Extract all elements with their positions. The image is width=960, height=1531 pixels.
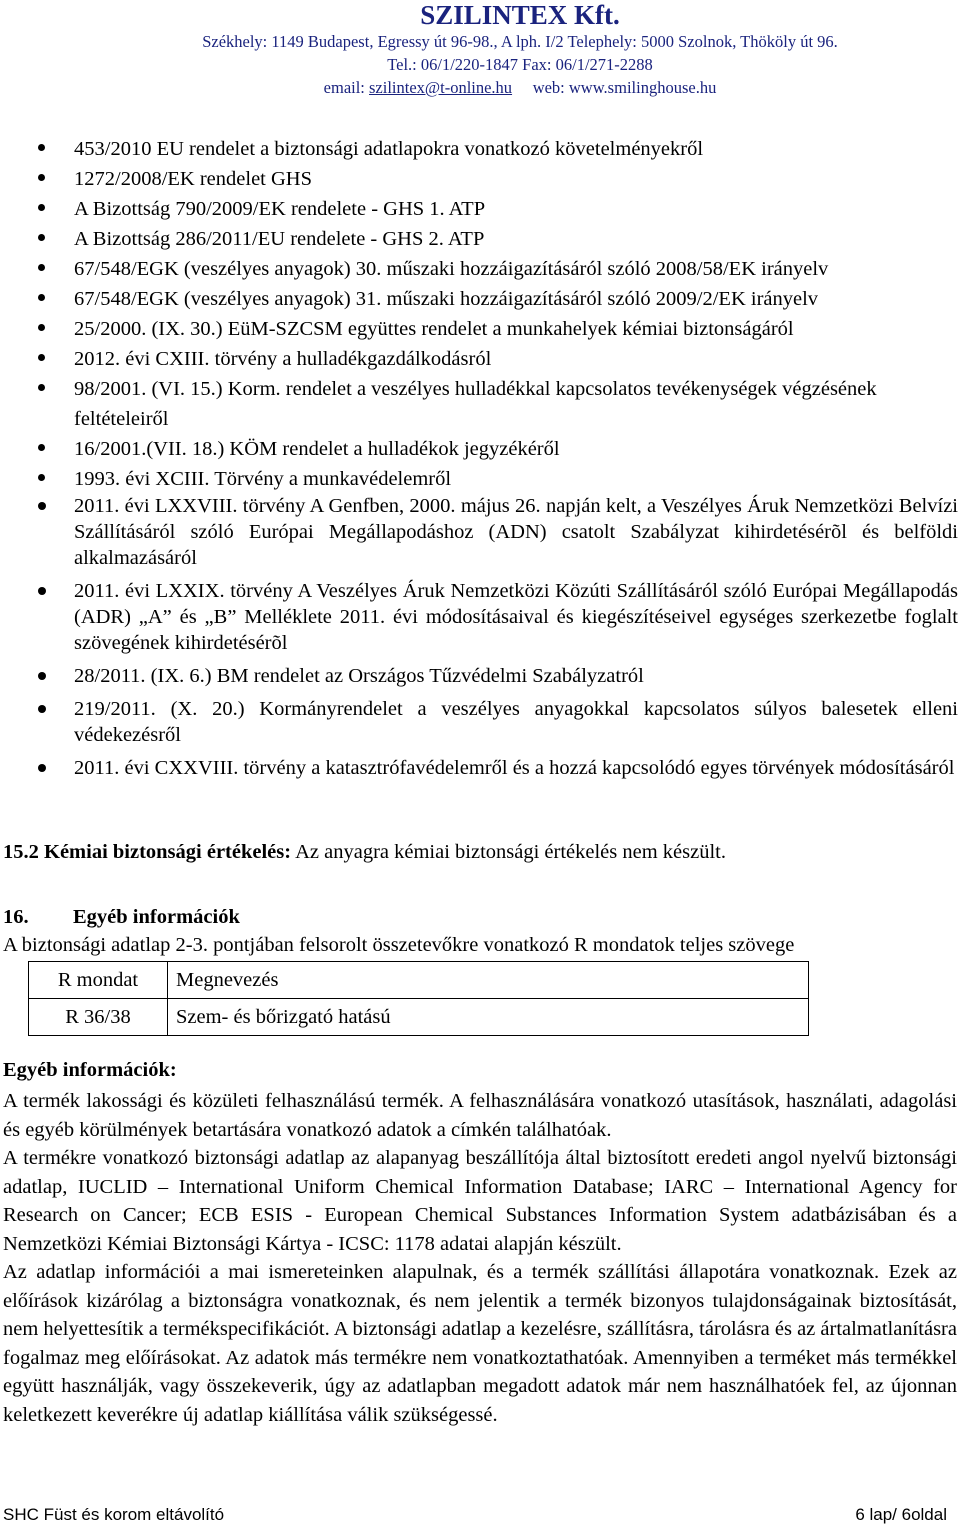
page-footer: [3, 1505, 947, 1525]
section-15-2-text: Az anyagra kémiai biztonsági értékelés nem készült.: [291, 841, 726, 863]
paragraph: A termék lakossági és közületi felhasználású termék. A felhasználására vonatkozó utasítások, használati, adagolási és egyéb körülmények betartására vonatkozó adatok a címkén találhatóak.: [3, 1090, 957, 1141]
list-item: [38, 493, 958, 571]
bullet-icon: [38, 144, 45, 151]
email-label: email:: [323, 78, 365, 97]
list-item-text: 219/2011. (X. 20.) Kormányrendelet a veszélyes anyagokkal kapcsolatos súlyos balesetek elleni védekezésről: [74, 698, 958, 746]
regulation-list-long: [38, 493, 958, 788]
r-phrase-table: [28, 961, 809, 1036]
list-item: [38, 696, 958, 748]
table-cell: Szem- és bőrizgató hatású: [168, 999, 809, 1036]
list-item-text: 98/2001. (VI. 15.) Korm. rendelet a veszélyes hulladékkal kapcsolatos tevékenységek végzésének feltételeiről: [74, 378, 877, 430]
bullet-icon: [38, 174, 45, 181]
list-item-text: A Bizottság 790/2009/EK rendelete - GHS 1. ATP: [74, 198, 486, 220]
bullet-icon: [38, 354, 45, 361]
company-address: Székhely: 1149 Budapest, Egressy út 96-98., A lph. I/2 Telephely: 5000 Szolnok, Thököly út 96.: [202, 32, 838, 51]
bullet-icon: [38, 672, 46, 680]
company-phone: Tel.: 06/1/220-1847 Fax: 06/1/271-2288: [387, 55, 653, 74]
bullet-icon: [38, 204, 45, 211]
list-item: [38, 663, 958, 689]
company-contact: [80, 76, 960, 99]
web-address: web: www.smilinghouse.hu: [532, 78, 717, 97]
list-item-text: 1993. évi XCIII. Törvény a munkavédelemről: [74, 468, 452, 490]
list-item: [38, 755, 958, 781]
section-15-2: [3, 841, 726, 864]
bullet-icon: [38, 234, 45, 241]
bullet-icon: [38, 324, 45, 331]
list-item-text: 2011. évi LXXIX. törvény A Veszélyes Áruk Nemzetközi Közúti Szállításáról szóló Európai Megállapodás (ADR) „A” és „B” Melléklete 2011. évi módosításaival és kiegészítéseivel egységes szerkezetbe foglalt szövegének kihirdetésérõl: [74, 580, 958, 654]
section-16-intro: A biztonsági adatlap 2-3. pontjában felsorolt összetevőkre vonatkozó R mondatok teljes szövege: [3, 934, 795, 956]
list-item-text: 67/548/EGK (veszélyes anyagok) 30. műszaki hozzáigazításáról szóló 2008/58/EK irányelv: [74, 258, 829, 280]
list-item: [38, 344, 958, 374]
table-row: [29, 999, 809, 1036]
bullet-icon: [38, 444, 45, 451]
list-item: [38, 224, 958, 254]
table-header-row: [29, 962, 809, 999]
regulation-list: [38, 134, 958, 494]
email-link[interactable]: szilintex@t-online.hu: [369, 78, 513, 97]
bullet-icon: [38, 705, 46, 713]
bullet-icon: [38, 384, 45, 391]
other-info-title: Egyéb információk:: [3, 1059, 177, 1081]
section-16-heading: [3, 906, 240, 929]
footer-product-name: SHC Füst és korom eltávolító: [3, 1505, 225, 1524]
list-item-text: 25/2000. (IX. 30.) EüM-SZCSM együttes rendelet a munkahelyek kémiai biztonságáról: [74, 318, 794, 340]
list-item: [38, 464, 958, 494]
list-item: [38, 134, 958, 164]
list-item-text: 2011. évi LXXVIII. törvény A Genfben, 2000. május 26. napján kelt, a Veszélyes Áruk Nemzetközi Belvízi Szállításáról szóló Európai Megállapodáshoz (ADN) csatolt Szabályzat kihirdetésérõl és belföldi alkalmazásáról: [74, 495, 958, 569]
letterhead: [0, 0, 960, 99]
list-item-text: A Bizottság 286/2011/EU rendelete - GHS 2. ATP: [74, 228, 485, 250]
list-item: [38, 374, 958, 434]
list-item-text: 28/2011. (IX. 6.) BM rendelet az Országos Tűzvédelmi Szabályzatról: [74, 665, 644, 687]
section-16-number: 16.: [3, 906, 29, 928]
list-item-text: 67/548/EGK (veszélyes anyagok) 31. műszaki hozzáigazításáról szóló 2009/2/EK irányelv: [74, 288, 819, 310]
list-item-text: 2012. évi CXIII. törvény a hulladékgazdálkodásról: [74, 348, 492, 370]
list-item: [38, 434, 958, 464]
list-item-text: 2011. évi CXXVIII. törvény a katasztrófavédelemről és a hozzá kapcsolódó egyes törvények módosításáról: [74, 757, 955, 779]
paragraph: A termékre vonatkozó biztonsági adatlap az alapanyag beszállítója által biztosított eredeti angol nyelvű biztonsági adatlap, IUCLID – International Uniform Chemical Information Database; IARC – International Agency for Research on Cancer; ECB ESIS - European Chemical Substances Information System adatbázisában és a Nemzetközi Kémiai Biztonsági Kártya - ICSC: 1178 adatai alapján készült.: [3, 1147, 957, 1255]
bullet-icon: [38, 264, 45, 271]
table-header-cell: R mondat: [29, 962, 168, 999]
list-item-text: 453/2010 EU rendelet a biztonsági adatlapokra vonatkozó követelményekről: [74, 138, 704, 160]
list-item: [38, 194, 958, 224]
bullet-icon: [38, 587, 46, 595]
section-16-title: Egyéb információk: [73, 906, 240, 928]
list-item: [38, 164, 958, 194]
bullet-icon: [38, 502, 46, 510]
table-header-cell: Megnevezés: [168, 962, 809, 999]
section-15-2-label: 15.2 Kémiai biztonsági értékelés:: [3, 841, 292, 863]
company-name: SZILINTEX Kft.: [420, 0, 620, 30]
list-item: [38, 314, 958, 344]
list-item: [38, 578, 958, 656]
list-item: [38, 254, 958, 284]
table-cell: R 36/38: [29, 999, 168, 1036]
bullet-icon: [38, 294, 45, 301]
list-item: [38, 284, 958, 314]
bullet-icon: [38, 764, 46, 772]
other-info-body: [3, 1087, 957, 1429]
list-item-text: 16/2001.(VII. 18.) KÖM rendelet a hulladékok jegyzékéről: [74, 438, 560, 460]
footer-page-number: 6 lap/ 6oldal: [855, 1505, 947, 1524]
list-item-text: 1272/2008/EK rendelet GHS: [74, 168, 312, 190]
bullet-icon: [38, 474, 45, 481]
paragraph: Az adatlap információi a mai ismereteinken alapulnak, és a termék szállítási állapotára vonatkoznak. Ezek az előírások kizárólag a biztonságra vonatkoznak, és nem jelentik a termék bizonyos tulajdonságainak biztosítását, nem helyettesítik a termékspecifikációt. A biztonsági adatlap a kezelésre, szállításra, tárolásra és az ártalmatlanításra fogalmaz meg előírásokat. Az adatok más termékre nem vonatkoztathatóak. Amennyiben a terméket más termékkel együtt használják, vagy összekeverik, úgy az adatlapban megadott adatok már nem használhatóek fel, az újonnan keletkezett keverékre új adatlap kiállítása válik szükségessé.: [3, 1261, 957, 1426]
